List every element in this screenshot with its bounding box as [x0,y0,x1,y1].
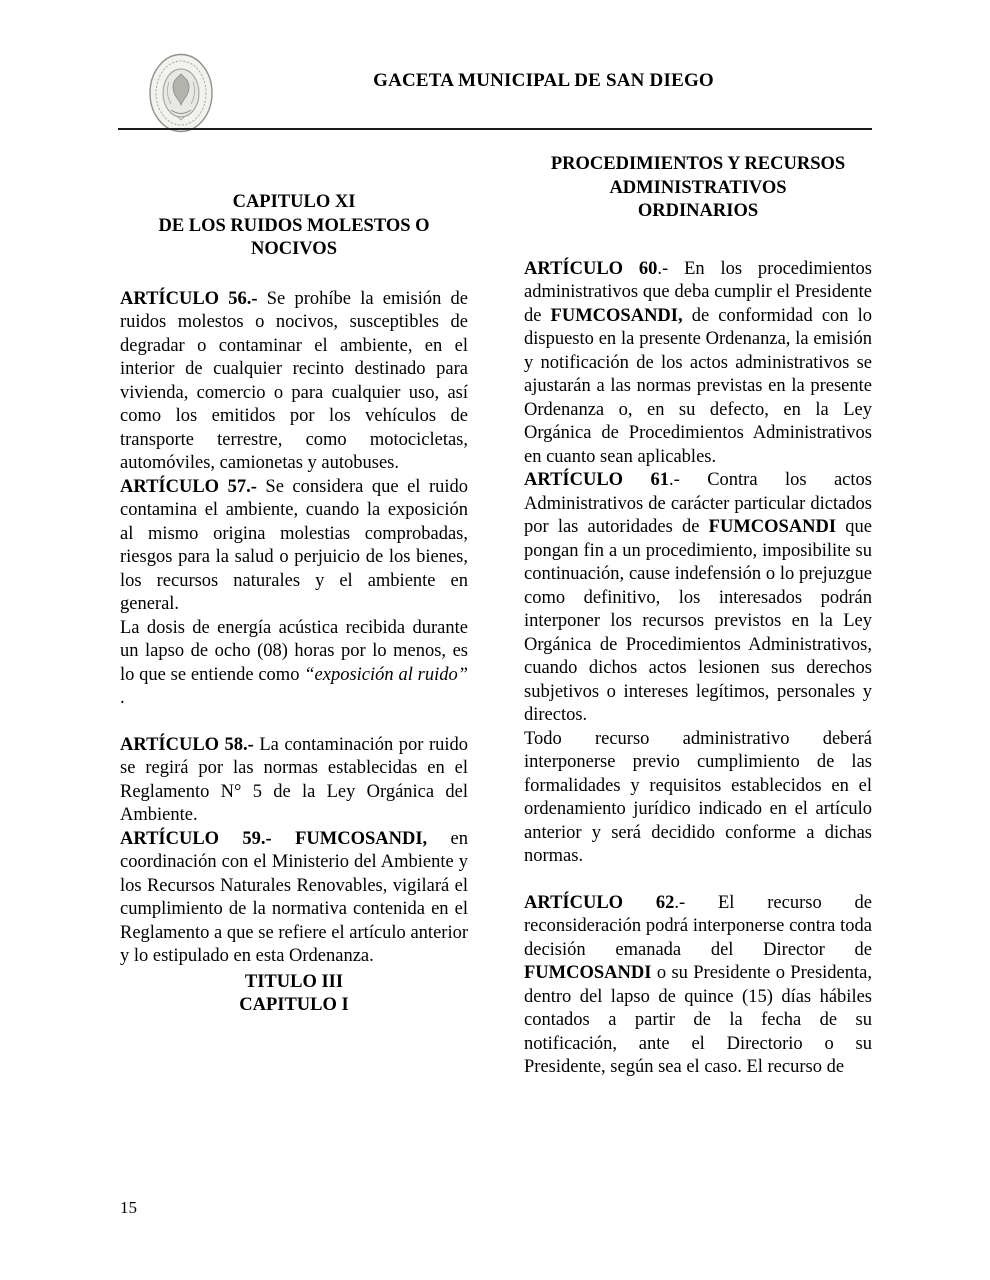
chapter-number: CAPITULO XI [232,192,356,212]
article-56-label: ARTÍCULO 56.- [120,288,258,309]
article-62-text-2: o su Presidente o Presidenta, dentro del lapso de quince (15) días hábiles contados a partir de la fecha de su notificación, ante el Directorio o su Presidente, según sea el caso. El recurso de [524,963,872,1077]
article-62 [524,892,872,1080]
article-61 [524,469,872,869]
chapter-title: DE LOS RUIDOS MOLESTOS O NOCIVOS [158,215,430,259]
article-58-label: ARTÍCULO 58.- [120,734,254,755]
page-number: 15 [120,1198,137,1217]
article-58-text: La contaminación por ruido se regirá por las normas establecidas en el Reglamento N° 5 de la Ley Orgánica del Ambiente. [120,734,468,825]
article-57-text: Se considera que el ruido contamina el ambiente, cuando la exposición al mismo origina molestias comprobadas, riesgos para la salud o perjuicio de los bienes, los recursos naturales y el ambiente en general. [120,476,469,614]
article-60-label: ARTÍCULO 60 [524,258,658,279]
title-number: TITULO III [244,971,344,992]
header-divider [118,128,872,130]
section-heading-line-1: PROCEDIMIENTOS Y RECURSOS [550,154,846,174]
section-heading [524,153,872,224]
article-59-label: ARTÍCULO 59.- FUMCOSANDI, [120,828,428,849]
article-57-label: ARTÍCULO 57.- [120,476,257,497]
municipal-seal-icon [147,52,215,134]
article-62-label: ARTÍCULO 62 [524,892,675,913]
article-60-bold-term: FUMCOSANDI, [550,305,683,326]
article-60-text-2: de conformidad con lo dispuesto en la presente Ordenanza, la emisión y notificación de los actos administrativos se ajustarán a las normas previstas en la presente Ordenanza o, en su defecto, en la Ley Orgánica de Procedimientos Administrativos en cuanto sean aplicables. [524,305,872,467]
article-57-body [120,476,468,617]
article-56 [120,288,468,476]
article-58 [120,734,468,828]
article-60-text-1: .- En los procedimientos administrativos que deba cumplir el Presidente de [524,258,872,326]
left-column [120,191,468,1018]
title-heading [120,971,468,1018]
right-column [524,153,872,1080]
article-61-text-1: .- Contra los actos Administrativos de carácter particular dictados por las autoridades de [524,470,872,537]
gazette-title: GACETA MUNICIPAL DE SAN DIEGO [373,70,714,91]
article-57-note-italic: “exposición al ruido” [304,664,469,685]
article-61-text-2: que pongan fin a un procedimiento, imposibilite su continuación, cause indefensión o lo prejuzgue como definitivo, los interesados podrán interponer los recursos previstos en la Ley Orgánica de Procedimientos Administrativos, cuando dichos actos lesionen sus derechos subjetivos o intereses legítimos, personales y directos. [524,517,872,725]
article-61-label: ARTÍCULO 61 [524,470,669,490]
article-62-text-1: .- El recurso de reconsideración podrá interponerse contra toda decisión emanada del Director de [524,892,872,960]
chapter-heading [120,191,468,262]
article-61-bold-term: FUMCOSANDI [708,517,837,537]
article-62-bold-term: FUMCOSANDI [524,963,652,983]
article-61-text-3: Todo recurso administrativo deberá interponerse previo cumplimiento de las formalidades y requisitos establecidos en el ordenamiento jurídico indicado en el artículo anterior y será decidido conforme a dichas normas. [524,728,872,866]
article-59 [120,828,468,969]
article-61-body [524,469,872,728]
article-57-note-end: . [120,688,125,708]
title-chapter: CAPITULO I [239,995,349,1015]
section-heading-line-2: ADMINISTRATIVOS [609,177,787,198]
article-60 [524,258,872,470]
article-57-note-text: La dosis de energía acústica recibida durante un lapso de ocho (08) horas por lo menos, es lo que se entiende como [120,617,468,685]
article-57-note [120,617,468,711]
article-57 [120,476,468,711]
article-59-text: en coordinación con el Ministerio del Ambiente y los Recursos Naturales Renovables, vigilará el cumplimiento de la normativa contenida en el Reglamento a que se refiere el artículo anterior y lo estipulado en esta Ordenanza. [120,828,468,966]
article-61-continuation [524,728,872,869]
article-56-text: Se prohíbe la emisión de ruidos molestos o nocivos, susceptibles de degradar o contaminar el ambiente, en el interior de cualquier recinto destinado para vivienda, comercio o para cualquier uso, así como los emitidos por los vehículos de transporte terrestre, como motocicletas, automóviles, camionetas y autobuses. [120,288,469,473]
section-heading-line-3: ORDINARIOS [637,201,759,221]
